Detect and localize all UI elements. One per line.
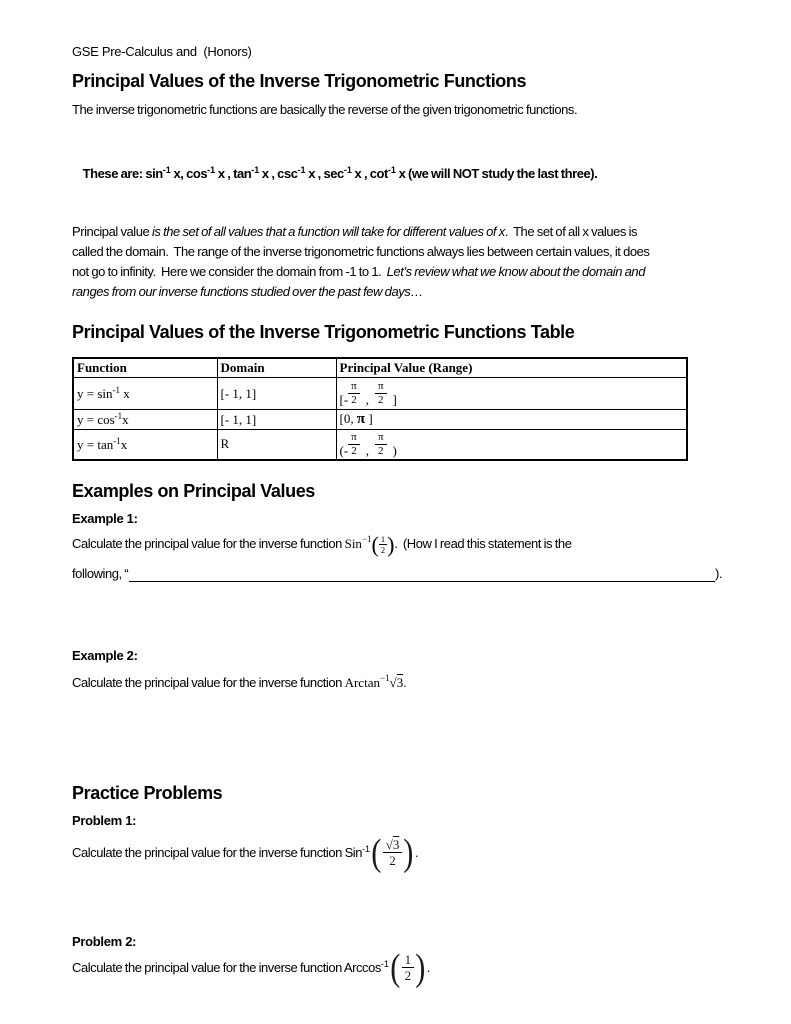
table-row-tan — [73, 430, 687, 460]
page-title: Principal Values of the Inverse Trigonometric Functions — [72, 71, 527, 91]
one-half-fraction: $\frac{1}{2}$ — [402, 953, 415, 982]
problem2-label: Problem 2: — [72, 933, 137, 949]
intro-paragraph — [72, 222, 722, 302]
example2-text: Calculate the principal value for the inverse function Arctan$^{-1}$√3. — [72, 672, 407, 690]
sin-inverse-half-expression: Sin$^{-1}$( $\frac{1}{2}$ ) — [344, 531, 395, 557]
open-paren: ( — [371, 831, 382, 874]
table-row-sin — [73, 378, 687, 410]
paragraph-line: called the domain. The range of the inverse trigonometric functions always lies between certain values, it does — [72, 244, 650, 259]
table-header-row — [73, 358, 687, 378]
one-half-expression — [389, 946, 427, 989]
column-header-function: Function — [73, 358, 217, 378]
superscript: -1 — [362, 843, 371, 854]
close-paren: ) — [387, 531, 395, 557]
superscript: -1 — [343, 165, 352, 175]
pi-over-2-fraction: $\frac{\pi}{2}$ — [348, 381, 360, 406]
example2-block — [72, 648, 722, 693]
example1-text: Calculate the principal value for the inverse function Sin$^{-1}$( $\frac{1}{2}$ ). (How I read this statement is the — [72, 531, 572, 557]
close-paren: ) — [403, 831, 414, 874]
inverse-trig-table — [72, 357, 688, 461]
pi-over-2-fraction: $\frac{\pi}{2}$ — [375, 381, 387, 406]
example2-label: Example 2: — [72, 647, 138, 663]
answer-blank — [129, 566, 715, 582]
pi-over-2-fraction: $\frac{\pi}{2}$ — [375, 432, 387, 457]
paragraph-line: not go to infinity. Here we consider the domain from -1 to 1. Let’s review what we know about the domain and — [72, 264, 645, 279]
range-cell — [336, 378, 687, 410]
range-expression: (- $\frac{\pi}{2}$ , $\frac{\pi}{2}$ ) — [339, 430, 397, 458]
pi-over-2-fraction: $\frac{\pi}{2}$ — [348, 432, 360, 457]
superscript: −1 — [361, 533, 372, 544]
range-cell: [0, π ] — [336, 410, 687, 430]
superscript: -1 — [112, 385, 121, 395]
sqrt3-over-2-expression — [370, 831, 415, 874]
superscript: -1 — [113, 435, 121, 446]
superscript: -1 — [297, 165, 306, 175]
function-cell: $y = \tan^{-1}x$ — [73, 430, 217, 460]
range-expression: [- $\frac{\pi}{2}$ , $\frac{\pi}{2}$ ] — [339, 380, 397, 407]
domain-cell: [- 1, 1] — [217, 378, 336, 410]
table-section-title: Principal Values of the Inverse Trigonometric Functions Table — [72, 322, 575, 342]
column-header-domain: Domain — [217, 358, 336, 378]
close-paren: ) — [415, 946, 426, 989]
pi-symbol: π — [356, 411, 366, 427]
superscript: -1 — [251, 165, 260, 175]
superscript: -1 — [380, 958, 389, 969]
range-cell — [336, 430, 687, 460]
intro-text: The inverse trigonometric functions are basically the reverse of the given trigonometric functions. — [72, 102, 578, 117]
examples-section-title: Examples on Principal Values — [72, 480, 315, 501]
example1-answer-line: following, “ ). — [72, 565, 722, 581]
sqrt3-over-2-fraction: $\frac{√3}{2}$ — [383, 838, 403, 867]
column-header-range: Principal Value (Range) — [336, 358, 687, 378]
open-paren: ( — [371, 531, 379, 557]
problem1-label: Problem 1: — [72, 812, 137, 828]
superscript: -1 — [114, 411, 123, 421]
course-label: GSE Pre-Calculus and (Honors) — [72, 44, 252, 59]
table-row-cos — [73, 410, 687, 430]
problem2-text: Calculate the principal value for the inverse function Arccos$^{-1}$ ( $\frac{1}{2}$ ) . — [72, 946, 430, 989]
superscript: -1 — [387, 165, 396, 175]
sqrt-icon: √ — [389, 674, 397, 690]
problem1-text: Calculate the principal value for the inverse function Sin$^{-1}$ ( $\frac{√3}{2}$ ) . — [72, 831, 419, 874]
example1-label: Example 1: — [72, 510, 138, 526]
one-half-fraction: $\frac{1}{2}$ — [380, 533, 386, 556]
practice-section-title: Practice Problems — [72, 782, 223, 803]
superscript: -1 — [207, 165, 216, 175]
arctan-inverse-sqrt3-expression: Arctan$^{-1}$√3. — [344, 672, 407, 690]
domain-cell: R — [217, 430, 336, 460]
superscript: -1 — [162, 165, 171, 175]
sqrt-icon: √ — [385, 837, 393, 853]
function-cell: $y = \cos^{-1}x$ — [73, 410, 217, 430]
paragraph-line: Principal value is the set of all values that a function will take for different values of x. The set of all x values is — [72, 224, 638, 239]
domain-cell: [- 1, 1] — [217, 410, 336, 430]
open-paren: ( — [390, 946, 401, 989]
paragraph-line: ranges from our inverse functions studied over the past few days… — [72, 284, 423, 299]
problem2-block — [72, 933, 722, 989]
functions-list-line: These are: $\sin^{-1} x$, $\cos^{-1} x$ , $\tan^{-1} x$ , $\csc^{-1} x$ , $\sec^{-1} x$ , $\cot^{-1} x$ (we will NOT study the last three). — [82, 165, 598, 181]
function-cell: $y = \sin^{-1} x$ — [73, 378, 217, 410]
superscript: −1 — [379, 672, 390, 683]
